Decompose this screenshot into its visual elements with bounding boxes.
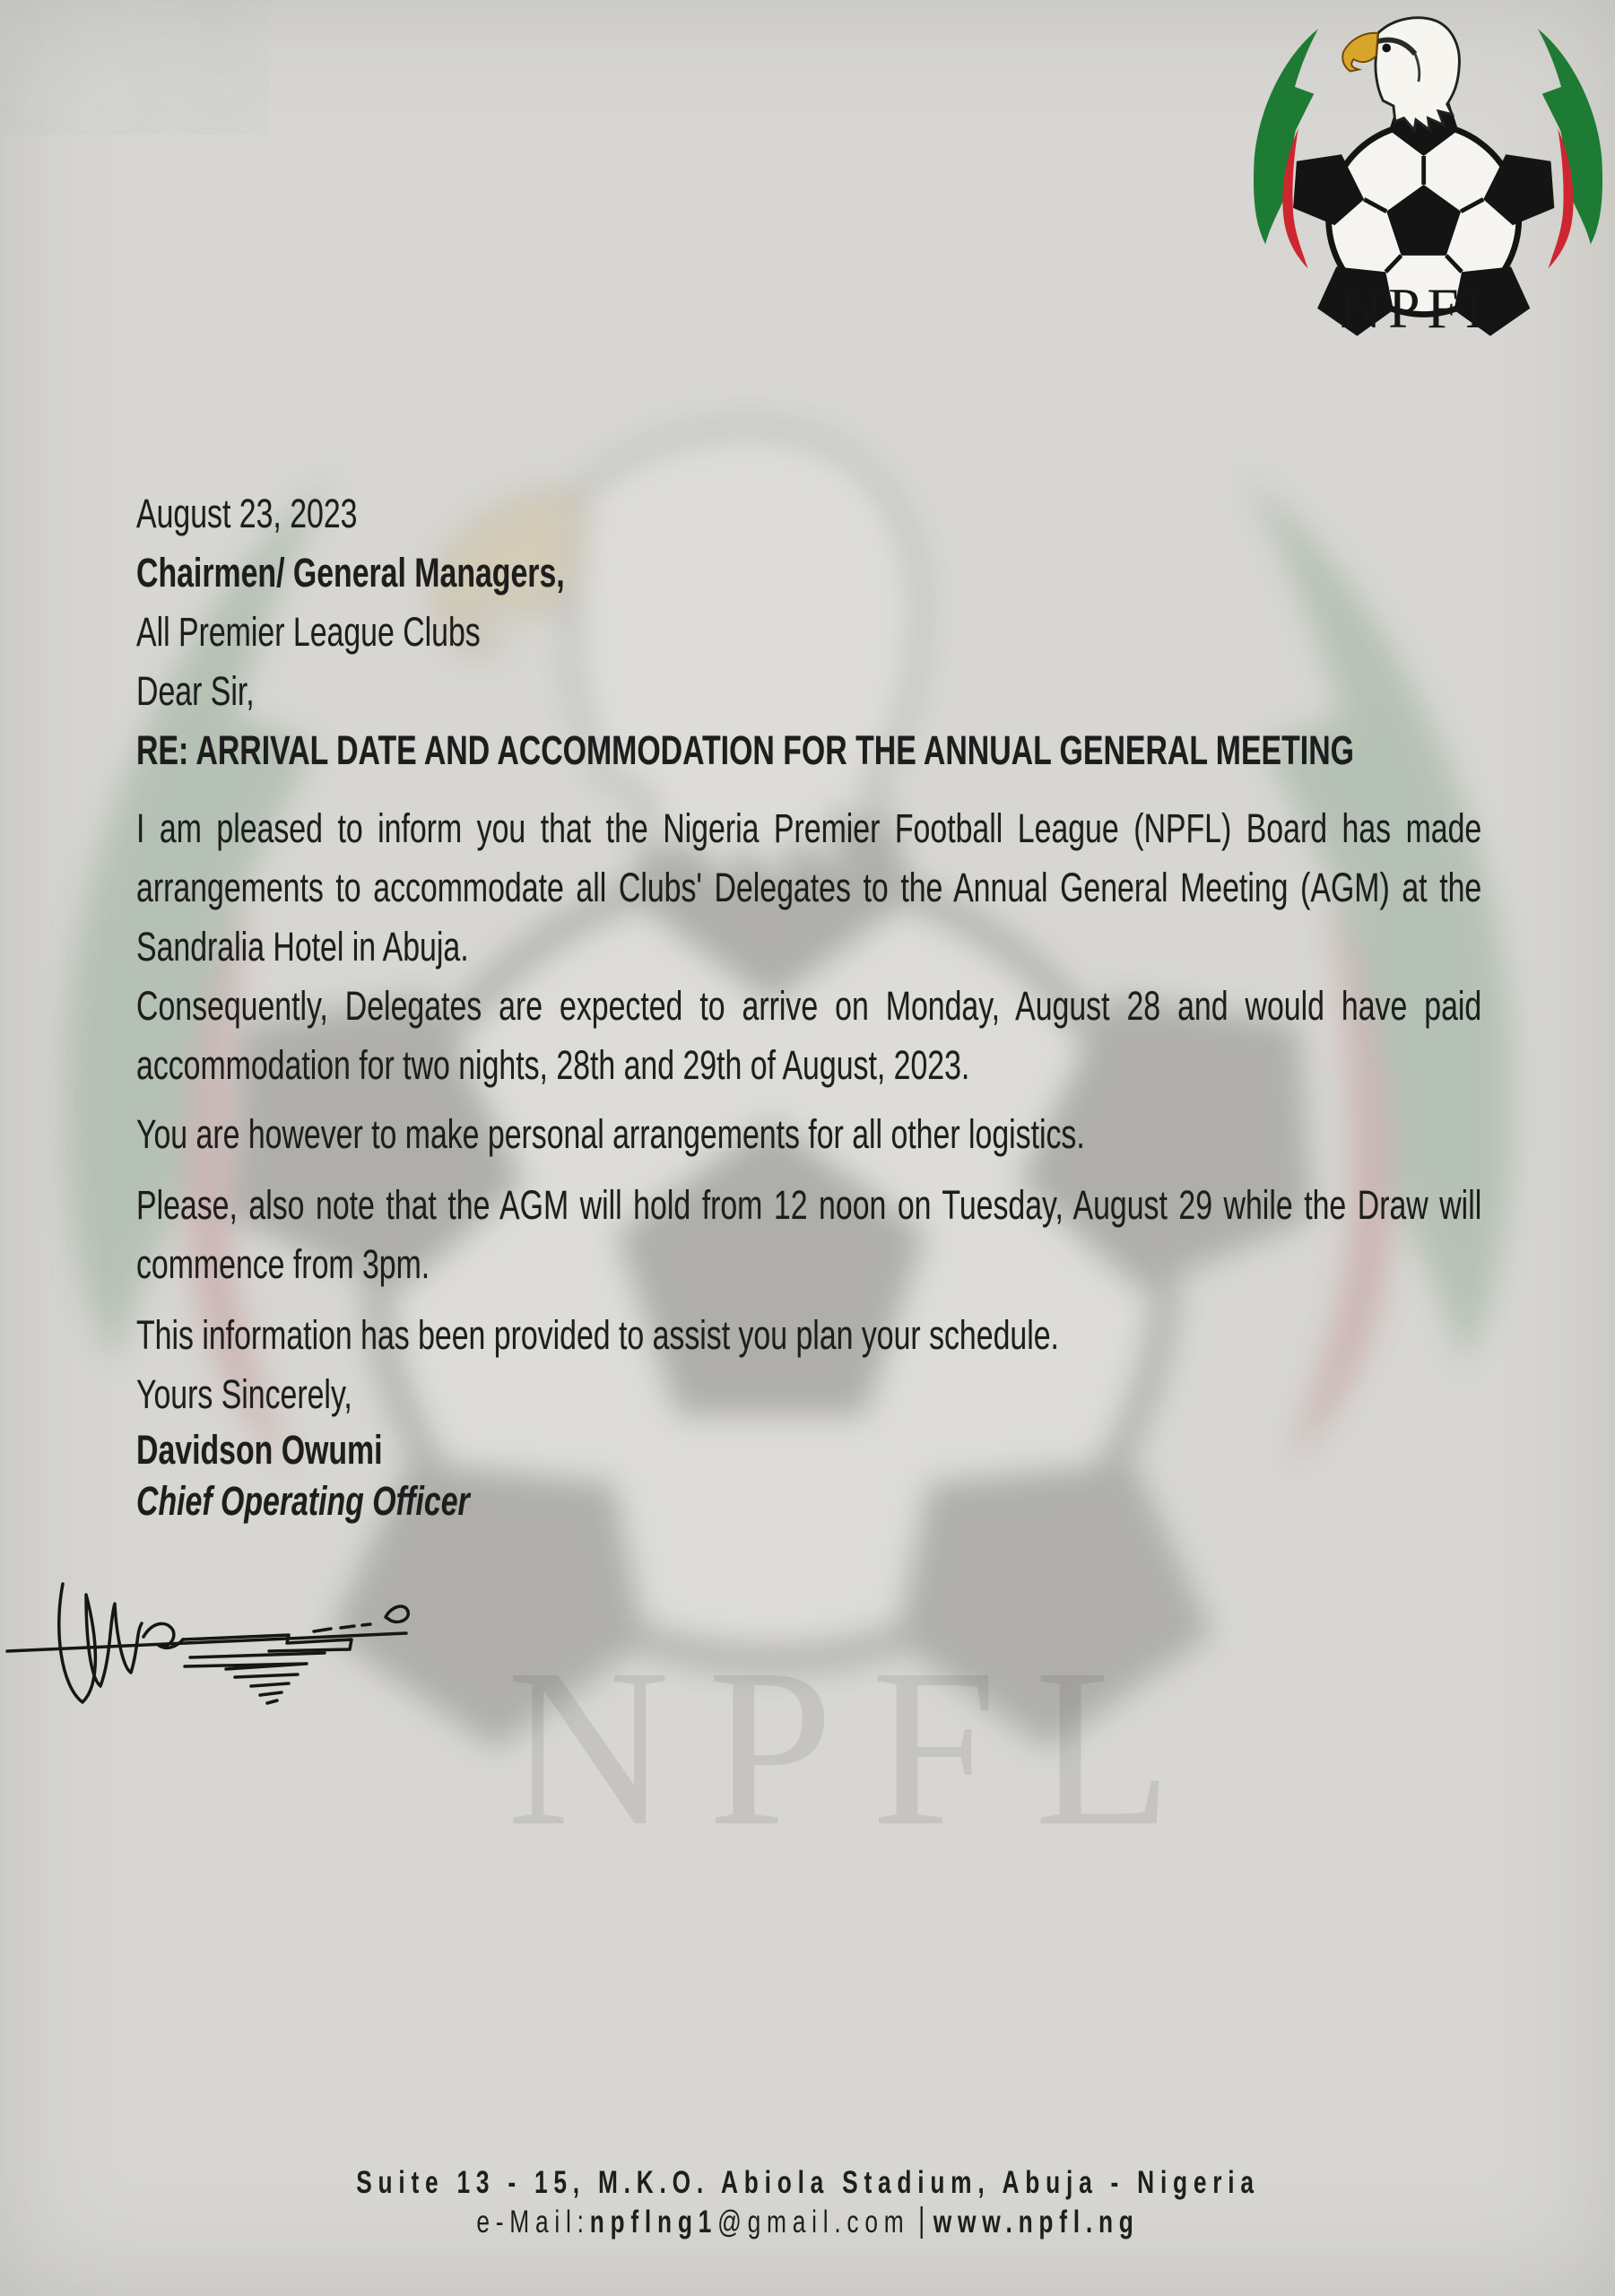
npfl-letterhead-logo [1246, 7, 1610, 353]
paragraph-5: This information has been provided to assist you plan your schedule. [136, 1312, 1059, 1358]
recipient-line-1: Chairmen/ General Managers, [136, 550, 565, 596]
subject-line: RE: ARRIVAL DATE AND ACCOMMODATION FOR THE ANNUAL GENERAL MEETING [136, 727, 1354, 773]
email-user: npflng1 [589, 2205, 717, 2239]
signatory-name: Davidson Owumi [136, 1427, 383, 1473]
footer-contact-line [0, 2203, 1615, 2242]
website-url: www.npfl.ng [933, 2205, 1140, 2239]
logo-wordmark: NPFL [1340, 275, 1507, 340]
paragraph-1: I am pleased to inform you that the Nigeria Premier Football League (NPFL) Board has made arrangements to accommodate all Clubs' Delegates to the Annual General Meeting (AGM) at the Sandralia Hotel in Abuja. [136, 805, 1482, 970]
paragraph-4: Please, also note that the AGM will hold from 12 noon on Tuesday, August 29 while the Draw will commence from 3pm. [136, 1182, 1482, 1287]
footer-divider [920, 2206, 922, 2239]
email-label: e-Mail: [475, 2205, 590, 2239]
paper-texture-overlay [0, 0, 269, 135]
footer-address: Suite 13 - 15, M.K.O. Abiola Stadium, Abuja - Nigeria [355, 2165, 1260, 2200]
recipient-line-2: All Premier League Clubs [136, 609, 481, 655]
letter-body [136, 484, 1481, 1526]
letter-footer [0, 2163, 1615, 2242]
signature-scribble [0, 1550, 682, 1743]
letter-date: August 23, 2023 [136, 491, 358, 536]
email-domain: @gmail.com [716, 2205, 909, 2239]
npfl-logo-graphic [1246, 7, 1610, 353]
signatory-title: Chief Operating Officer [136, 1478, 470, 1524]
paragraph-2: Consequently, Delegates are expected to arrive on Monday, August 28 and would have paid accommodation for two nights, 28th and 29th of August, 2023. [136, 983, 1482, 1088]
closing: Yours Sincerely, [136, 1371, 352, 1417]
eagle-beak [1342, 33, 1377, 72]
salutation: Dear Sir, [136, 668, 255, 714]
paragraph-3: You are however to make personal arrangements for all other logistics. [136, 1111, 1085, 1157]
npfl-text-watermark: NPFL [507, 1622, 1211, 1873]
eagle-head-icon [1342, 18, 1459, 130]
